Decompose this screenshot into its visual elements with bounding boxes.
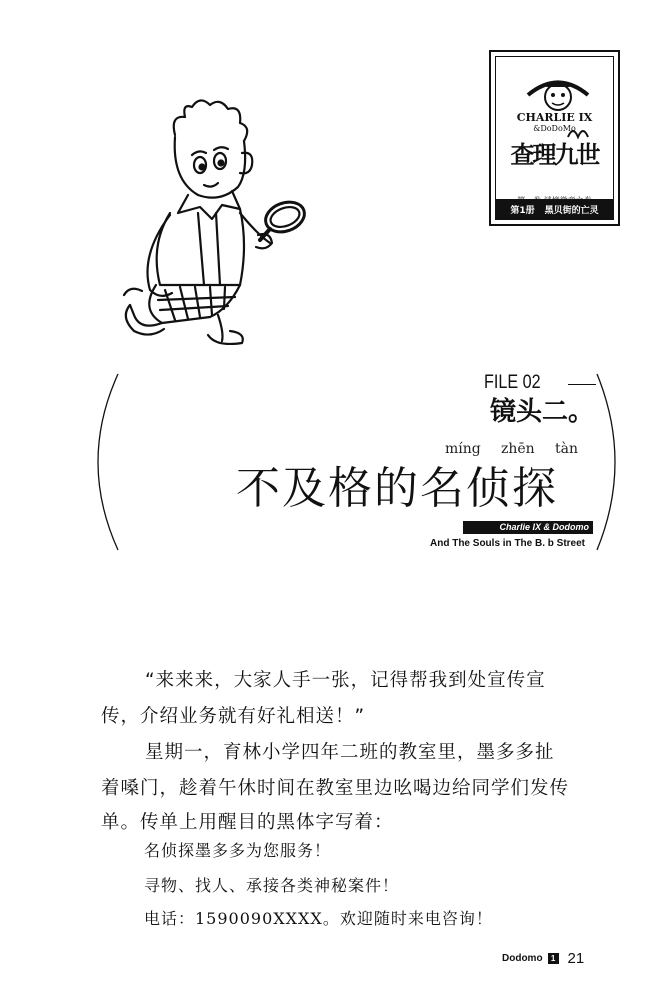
pinyin-tan: tàn (555, 441, 578, 457)
book-badge (489, 50, 620, 226)
badge-frame (495, 56, 614, 220)
page-number: 21 (567, 950, 585, 967)
file-label-rule (568, 384, 596, 385)
footer-volume-badge: 1 (548, 953, 559, 964)
paragraph-1-line-1: “来来来，大家人手一张，记得帮我到处宣传宣 (145, 670, 546, 691)
paragraph-2-line-2: 着嗓门，趁着午休时间在教室里边吆喝边给同学们发传 (101, 778, 570, 799)
flyer-line-3: 电话：1590090XXXX。欢迎随时来电咨询！ (144, 909, 493, 928)
file-label: FILE 02 (484, 372, 541, 393)
boy-detective-illustration (120, 95, 315, 345)
logo-en-2: &DoDoMo (533, 124, 576, 133)
pinyin-zhen: zhēn (501, 441, 535, 457)
paragraph-2-line-3: 单。传单上用醒目的黑体字写着： (101, 812, 394, 833)
badge-book-title: 黑贝街的亡灵 (544, 205, 599, 216)
bracket-left (78, 372, 138, 552)
badge-title-bar (496, 199, 613, 219)
series-title-bar (463, 521, 593, 534)
logo-en: CHARLIE IX (516, 111, 593, 124)
series-subtitle: And The Souls in The B. b Street (430, 538, 586, 549)
flyer-line-2: 寻物、找人、承接各类神秘案件！ (144, 876, 400, 895)
pinyin-ming: míng (445, 441, 481, 457)
series-title: Charlie IX & Dodomo (499, 522, 589, 532)
paragraph-2-line-1: 星期一，育林小学四年二班的教室里，墨多多扯 (145, 742, 555, 763)
badge-volume: 第1册 (510, 205, 535, 216)
page-footer (502, 950, 584, 967)
footer-brand: Dodomo (502, 953, 543, 964)
logo-cn: 查理九世 (510, 141, 599, 169)
paragraph-1-line-2: 传，介绍业务就有好礼相送！” (101, 706, 366, 727)
chapter-title: 不及格的名侦探 (236, 463, 558, 514)
chapter-number: 镜头二。 (490, 397, 595, 427)
flyer-line-1: 名侦探墨多多为您服务！ (144, 841, 332, 860)
